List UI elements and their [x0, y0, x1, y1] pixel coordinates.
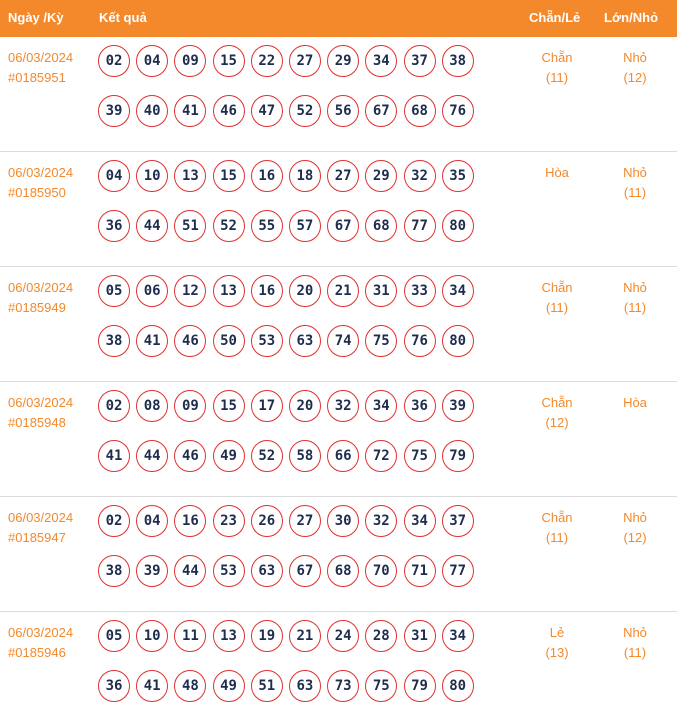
number-ball: 40 [136, 95, 168, 127]
number-ball: 56 [327, 95, 359, 127]
parity-label: Lẻ [549, 625, 565, 640]
draw-date: 06/03/2024 [8, 280, 74, 295]
number-ball: 75 [404, 440, 436, 472]
size-cell [605, 393, 665, 413]
number-ball: 49 [213, 670, 245, 702]
number-ball: 71 [404, 555, 436, 587]
parity-label: Chẵn [541, 395, 573, 410]
number-ball: 28 [365, 620, 397, 652]
number-ball: 63 [289, 325, 321, 357]
table-row [0, 382, 677, 497]
number-ball: 79 [404, 670, 436, 702]
number-ball: 21 [327, 275, 359, 307]
number-ball: 41 [174, 95, 206, 127]
number-ball: 53 [251, 325, 283, 357]
size-label: Nhỏ [623, 280, 647, 295]
parity-cell [527, 278, 587, 318]
number-ball: 77 [442, 555, 474, 587]
number-ball: 02 [98, 390, 130, 422]
number-ball: 19 [251, 620, 283, 652]
size-label: Hòa [623, 395, 647, 410]
number-ball: 36 [404, 390, 436, 422]
parity-label: Chẵn [541, 280, 573, 295]
number-ball: 44 [136, 210, 168, 242]
number-ball: 15 [213, 45, 245, 77]
number-ball: 47 [251, 95, 283, 127]
number-ball: 32 [327, 390, 359, 422]
draw-date: 06/03/2024 [8, 510, 74, 525]
number-ball: 30 [327, 505, 359, 537]
number-ball: 04 [136, 45, 168, 77]
number-ball: 68 [365, 210, 397, 242]
number-ball: 31 [365, 275, 397, 307]
size-label: Nhỏ [623, 510, 647, 525]
number-ball: 32 [365, 505, 397, 537]
number-ball: 02 [98, 505, 130, 537]
draw-date: 06/03/2024 [8, 50, 74, 65]
parity-label: Hòa [545, 165, 569, 180]
number-ball: 10 [136, 620, 168, 652]
draw-id: #0185948 [8, 415, 66, 430]
number-ball: 04 [136, 505, 168, 537]
number-ball: 57 [289, 210, 321, 242]
table-header [0, 0, 677, 37]
size-cell [605, 163, 665, 203]
draw-id: #0185946 [8, 645, 66, 660]
number-ball: 67 [289, 555, 321, 587]
number-ball: 38 [98, 555, 130, 587]
number-ball: 50 [213, 325, 245, 357]
number-ball: 76 [442, 95, 474, 127]
number-ball: 12 [174, 275, 206, 307]
number-ball: 80 [442, 670, 474, 702]
number-ball: 24 [327, 620, 359, 652]
number-ball: 46 [174, 325, 206, 357]
number-ball: 37 [442, 505, 474, 537]
number-ball: 67 [327, 210, 359, 242]
number-ball: 20 [289, 390, 321, 422]
parity-count: (11) [545, 70, 569, 85]
result-numbers [98, 620, 478, 702]
number-ball: 21 [289, 620, 321, 652]
number-ball: 08 [136, 390, 168, 422]
date-cell [8, 623, 73, 663]
result-numbers [98, 160, 478, 242]
date-cell [8, 508, 73, 548]
size-count: (11) [623, 185, 647, 200]
size-label: Nhỏ [623, 625, 647, 640]
header-date: Ngày /Kỳ [8, 10, 64, 25]
number-ball: 75 [365, 670, 397, 702]
parity-label: Chẵn [541, 510, 573, 525]
number-ball: 05 [98, 620, 130, 652]
size-label: Nhỏ [623, 165, 647, 180]
number-ball: 27 [327, 160, 359, 192]
parity-count: (11) [545, 300, 569, 315]
number-ball: 10 [136, 160, 168, 192]
number-ball: 22 [251, 45, 283, 77]
number-ball: 68 [404, 95, 436, 127]
number-ball: 31 [404, 620, 436, 652]
table-row [0, 267, 677, 382]
number-ball: 48 [174, 670, 206, 702]
number-ball: 39 [442, 390, 474, 422]
number-ball: 34 [365, 45, 397, 77]
date-cell [8, 163, 73, 203]
number-ball: 41 [98, 440, 130, 472]
draw-id: #0185947 [8, 530, 66, 545]
number-ball: 51 [251, 670, 283, 702]
number-ball: 15 [213, 390, 245, 422]
number-ball: 23 [213, 505, 245, 537]
date-cell [8, 393, 73, 433]
number-ball: 15 [213, 160, 245, 192]
number-ball: 73 [327, 670, 359, 702]
number-ball: 38 [98, 325, 130, 357]
parity-count: (13) [545, 645, 569, 660]
number-ball: 46 [174, 440, 206, 472]
number-ball: 06 [136, 275, 168, 307]
number-ball: 76 [404, 325, 436, 357]
number-ball: 38 [442, 45, 474, 77]
number-ball: 20 [289, 275, 321, 307]
number-ball: 79 [442, 440, 474, 472]
number-ball: 36 [98, 670, 130, 702]
header-result: Kết quả [99, 10, 147, 25]
number-ball: 70 [365, 555, 397, 587]
number-ball: 72 [365, 440, 397, 472]
header-size: Lớn/Nhỏ [604, 10, 659, 25]
size-count: (11) [623, 300, 647, 315]
result-numbers [98, 390, 478, 472]
number-ball: 39 [136, 555, 168, 587]
parity-cell [527, 163, 587, 183]
number-ball: 29 [365, 160, 397, 192]
number-ball: 35 [442, 160, 474, 192]
number-ball: 74 [327, 325, 359, 357]
date-cell [8, 48, 73, 88]
size-cell [605, 278, 665, 318]
header-parity: Chẵn/Lẻ [529, 10, 581, 25]
number-ball: 37 [404, 45, 436, 77]
number-ball: 33 [404, 275, 436, 307]
number-ball: 34 [442, 620, 474, 652]
number-ball: 05 [98, 275, 130, 307]
table-row [0, 152, 677, 267]
result-numbers [98, 275, 478, 357]
parity-count: (12) [545, 415, 569, 430]
parity-cell [527, 508, 587, 548]
result-numbers [98, 45, 478, 127]
number-ball: 29 [327, 45, 359, 77]
parity-label: Chẵn [541, 50, 573, 65]
draw-id: #0185949 [8, 300, 66, 315]
number-ball: 26 [251, 505, 283, 537]
draw-date: 06/03/2024 [8, 625, 74, 640]
number-ball: 34 [365, 390, 397, 422]
number-ball: 27 [289, 45, 321, 77]
draw-id: #0185950 [8, 185, 66, 200]
number-ball: 39 [98, 95, 130, 127]
parity-count: (11) [545, 530, 569, 545]
result-numbers [98, 505, 478, 587]
number-ball: 68 [327, 555, 359, 587]
number-ball: 52 [251, 440, 283, 472]
number-ball: 09 [174, 390, 206, 422]
number-ball: 44 [174, 555, 206, 587]
number-ball: 09 [174, 45, 206, 77]
size-cell [605, 508, 665, 548]
number-ball: 51 [174, 210, 206, 242]
number-ball: 80 [442, 210, 474, 242]
number-ball: 52 [289, 95, 321, 127]
number-ball: 49 [213, 440, 245, 472]
number-ball: 46 [213, 95, 245, 127]
size-count: (12) [623, 530, 647, 545]
number-ball: 80 [442, 325, 474, 357]
parity-cell [527, 393, 587, 433]
number-ball: 63 [251, 555, 283, 587]
number-ball: 75 [365, 325, 397, 357]
table-row [0, 37, 677, 152]
number-ball: 41 [136, 325, 168, 357]
number-ball: 18 [289, 160, 321, 192]
number-ball: 44 [136, 440, 168, 472]
number-ball: 34 [442, 275, 474, 307]
table-row [0, 612, 677, 717]
number-ball: 53 [213, 555, 245, 587]
number-ball: 36 [98, 210, 130, 242]
size-count: (11) [623, 645, 647, 660]
number-ball: 13 [213, 620, 245, 652]
parity-cell [527, 48, 587, 88]
number-ball: 16 [251, 160, 283, 192]
number-ball: 02 [98, 45, 130, 77]
number-ball: 67 [365, 95, 397, 127]
number-ball: 13 [174, 160, 206, 192]
number-ball: 77 [404, 210, 436, 242]
number-ball: 34 [404, 505, 436, 537]
number-ball: 58 [289, 440, 321, 472]
size-count: (12) [623, 70, 647, 85]
number-ball: 04 [98, 160, 130, 192]
number-ball: 16 [251, 275, 283, 307]
number-ball: 52 [213, 210, 245, 242]
number-ball: 41 [136, 670, 168, 702]
draw-id: #0185951 [8, 70, 66, 85]
number-ball: 63 [289, 670, 321, 702]
number-ball: 55 [251, 210, 283, 242]
number-ball: 66 [327, 440, 359, 472]
draw-date: 06/03/2024 [8, 165, 74, 180]
number-ball: 17 [251, 390, 283, 422]
parity-cell [527, 623, 587, 663]
size-cell [605, 623, 665, 663]
table-body [0, 37, 677, 717]
size-cell [605, 48, 665, 88]
number-ball: 32 [404, 160, 436, 192]
date-cell [8, 278, 73, 318]
draw-date: 06/03/2024 [8, 395, 74, 410]
size-label: Nhỏ [623, 50, 647, 65]
number-ball: 27 [289, 505, 321, 537]
number-ball: 13 [213, 275, 245, 307]
number-ball: 16 [174, 505, 206, 537]
number-ball: 11 [174, 620, 206, 652]
table-row [0, 497, 677, 612]
